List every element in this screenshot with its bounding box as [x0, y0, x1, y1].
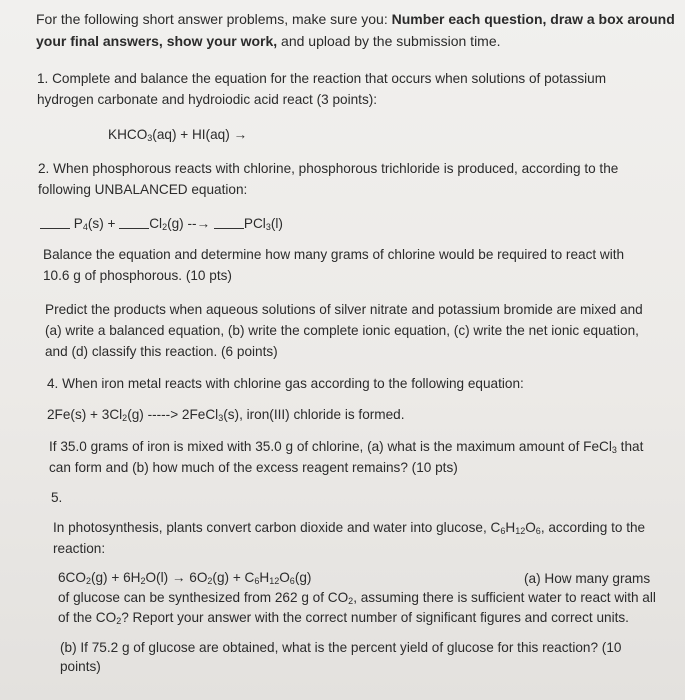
- q5-line-4: of glucose can be synthesized from 262 g of $CO_2$, assuming there is sufficient water to react with all: [58, 590, 656, 606]
- q1-equation: $KHCO_3(aq) + HI(aq)$ →: [108, 127, 248, 143]
- intro-line-2: your final answers, show your work, and upload by the submission time.: [36, 33, 501, 49]
- q4-equation: $2Fe(s) + 3Cl_2(g)$ -----> 2FeCl$_3$(s), iron(III) chloride is formed.: [47, 407, 405, 423]
- intro-line-1: For the following short answer problems, make sure you: Number each question, draw a box around: [36, 11, 675, 27]
- q3-line-2: (a) write a balanced equation, (b) write the complete ionic equation, (c) write the net ionic equation,: [45, 323, 639, 338]
- q4-question-line-1: If 35.0 grams of iron is mixed with 35.0 g of chlorine, (a) what is the maximum amount of FeCl$_3$ that: [49, 439, 644, 455]
- coefficient-blank: [119, 218, 149, 229]
- q4-line-1: 4. When iron metal reacts with chlorine gas according to the following equation:: [47, 376, 524, 391]
- q5-part-b-line-1: (b) If 75.2 g of glucose are obtained, what is the percent yield of glucose for this reaction? (10: [60, 640, 622, 655]
- q5-line-1: In photosynthesis, plants convert carbon dioxide and water into glucose, $C_6H_{12}O_6$, according to the: [53, 520, 646, 536]
- q2-line-1: 2. When phosphorous reacts with chlorine, phosphorous trichloride is produced, according to the: [38, 161, 619, 176]
- q2-equation: $P_4(s) + Cl_2(g)$ --→ PCl$_3$(l): [40, 214, 283, 234]
- q5-part-b-line-2: points): [60, 659, 101, 674]
- q3-line-3: and (d) classify this reaction. (6 points): [45, 344, 278, 359]
- q5-line-5: of the $CO_2$? Report your answer with the correct number of significant figures and correct units.: [58, 610, 629, 626]
- q5-line-2: reaction:: [53, 541, 106, 556]
- q2-line-2: following UNBALANCED equation:: [38, 182, 248, 197]
- q5-part-a-label: (a) How many grams: [524, 571, 651, 586]
- q5-number: 5.: [51, 490, 63, 505]
- q1-line-1: 1. Complete and balance the equation for the reaction that occurs when solutions of potassium: [37, 71, 607, 86]
- coefficient-blank: [214, 218, 244, 229]
- q4-question-line-2: can form and (b) how much of the excess reagent remains? (10 pts): [49, 460, 458, 475]
- q1-line-2: hydrogen carbonate and hydroiodic acid react (3 points):: [37, 92, 378, 107]
- coefficient-blank: [40, 218, 70, 229]
- q5-equation: $6CO_2(g) + 6H_2O(l) \to 6O_2(g) + C_6H_{12}O_6(g)$: [58, 570, 312, 586]
- q2-balance-line-1: Balance the equation and determine how many grams of chlorine would be required to react with: [43, 247, 625, 262]
- q2-balance-line-2: 10.6 g of phosphorous. (10 pts): [43, 268, 232, 283]
- q3-line-1: Predict the products when aqueous solutions of silver nitrate and potassium bromide are mixed and: [45, 302, 643, 317]
